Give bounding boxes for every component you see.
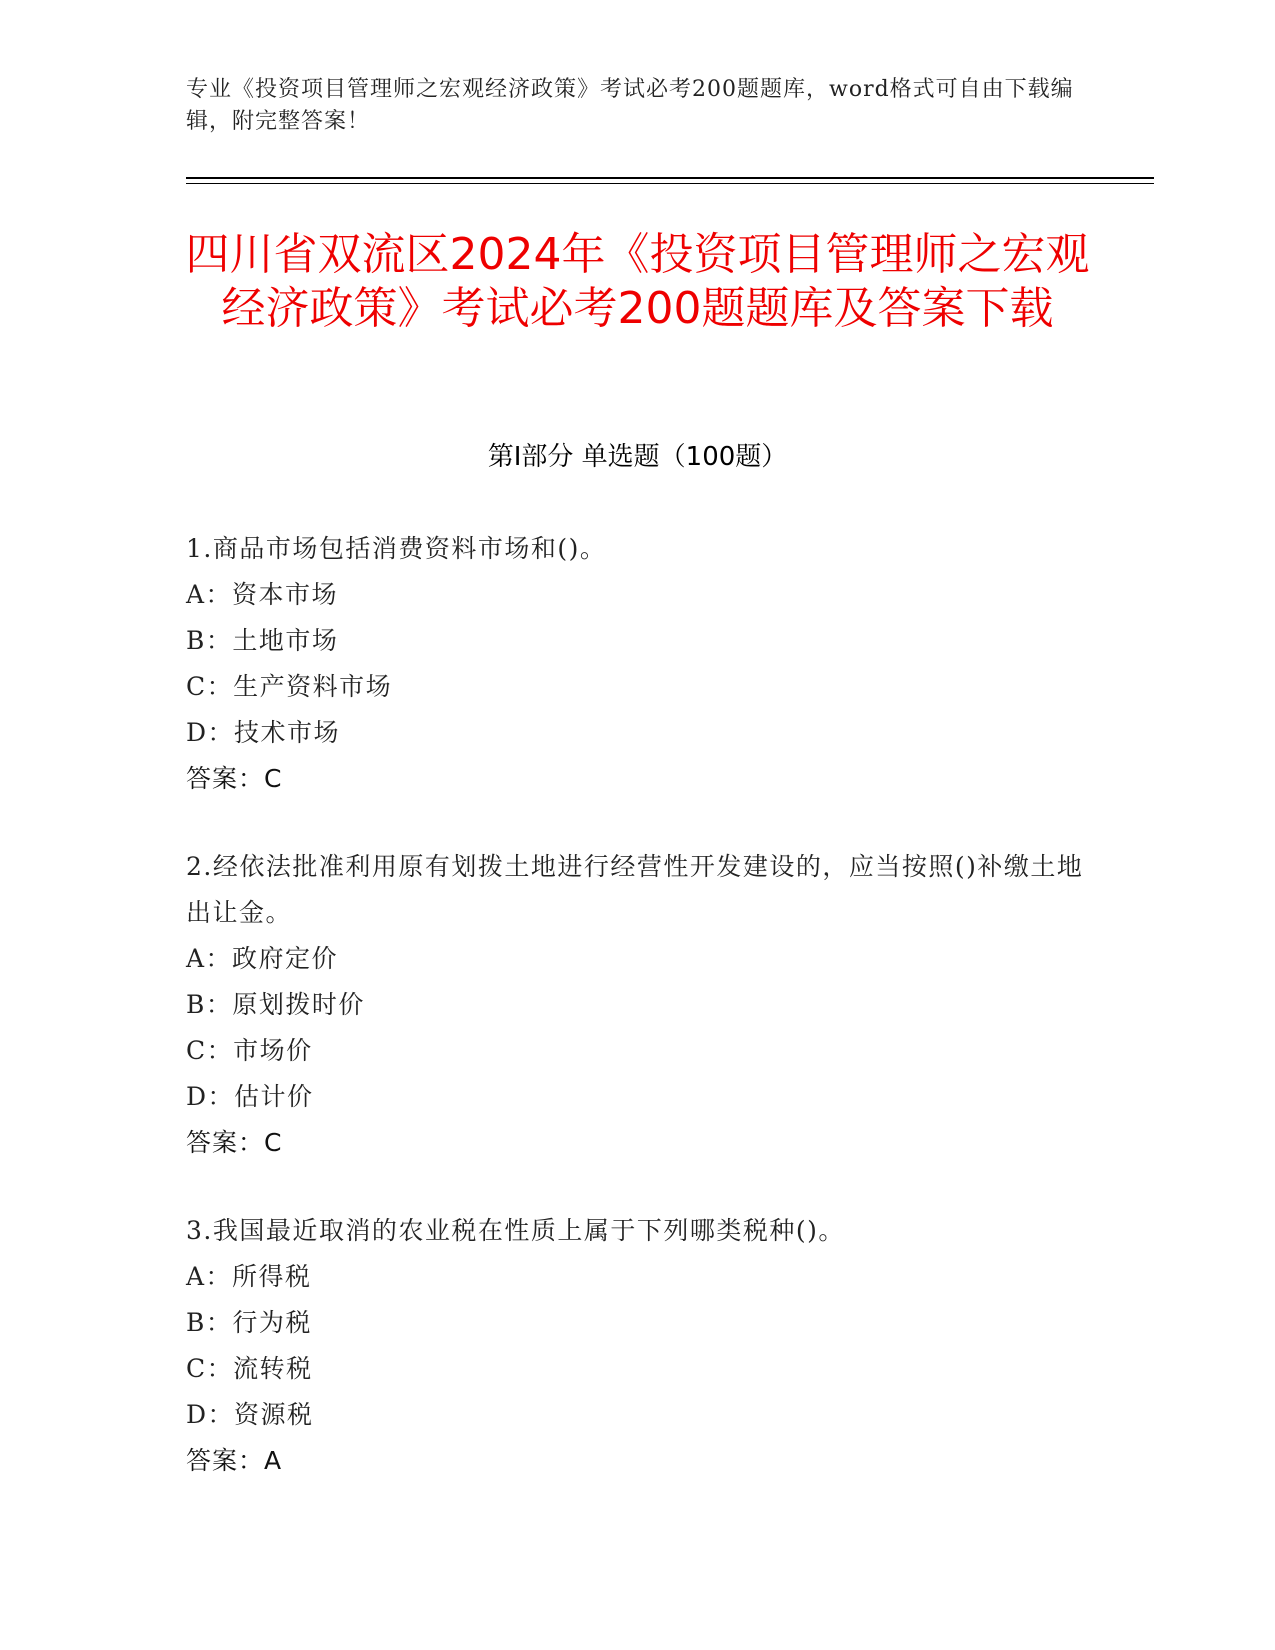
question-spacer <box>186 1166 1086 1208</box>
header-rule-thick <box>186 177 1154 179</box>
question-3 <box>186 1208 1086 1484</box>
question-1 <box>186 526 1086 802</box>
question-stem: 1.商品市场包括消费资料市场和()。 <box>186 534 607 563</box>
header-rule-thin <box>186 183 1154 184</box>
question-list <box>186 526 1086 1484</box>
option-c: C：生产资料市场 <box>186 672 393 701</box>
option-d: D：技术市场 <box>186 718 341 747</box>
document-title: 四川省双流区2024年《投资项目管理师之宏观经济政策》考试必考200题题库及答案下载 <box>185 229 1090 334</box>
answer: 答案：A <box>186 1446 283 1475</box>
option-c: C：市场价 <box>186 1036 313 1065</box>
option-b: B：行为税 <box>186 1308 312 1337</box>
option-a: A：政府定价 <box>186 944 339 973</box>
question-2 <box>186 844 1086 1166</box>
option-b: B：原划拨时价 <box>186 990 365 1019</box>
option-d: D：资源税 <box>186 1400 314 1429</box>
header-note: 专业《投资项目管理师之宏观经济政策》考试必考200题题库，word格式可自由下载编辑，附完整答案！ <box>186 77 1074 134</box>
answer: 答案：C <box>186 1128 283 1157</box>
answer: 答案：C <box>186 764 283 793</box>
option-b: B：土地市场 <box>186 626 339 655</box>
question-stem: 3.我国最近取消的农业税在性质上属于下列哪类税种()。 <box>186 1216 845 1245</box>
option-d: D：估计价 <box>186 1082 314 1111</box>
question-stem: 2.经依法批准利用原有划拨土地进行经营性开发建设的，应当按照()补缴土地出让金。 <box>186 852 1084 927</box>
question-spacer <box>186 802 1086 844</box>
option-a: A：所得税 <box>186 1262 312 1291</box>
option-c: C：流转税 <box>186 1354 313 1383</box>
option-a: A：资本市场 <box>186 580 339 609</box>
section-heading: 第Ⅰ部分 单选题（100题） <box>487 442 788 472</box>
